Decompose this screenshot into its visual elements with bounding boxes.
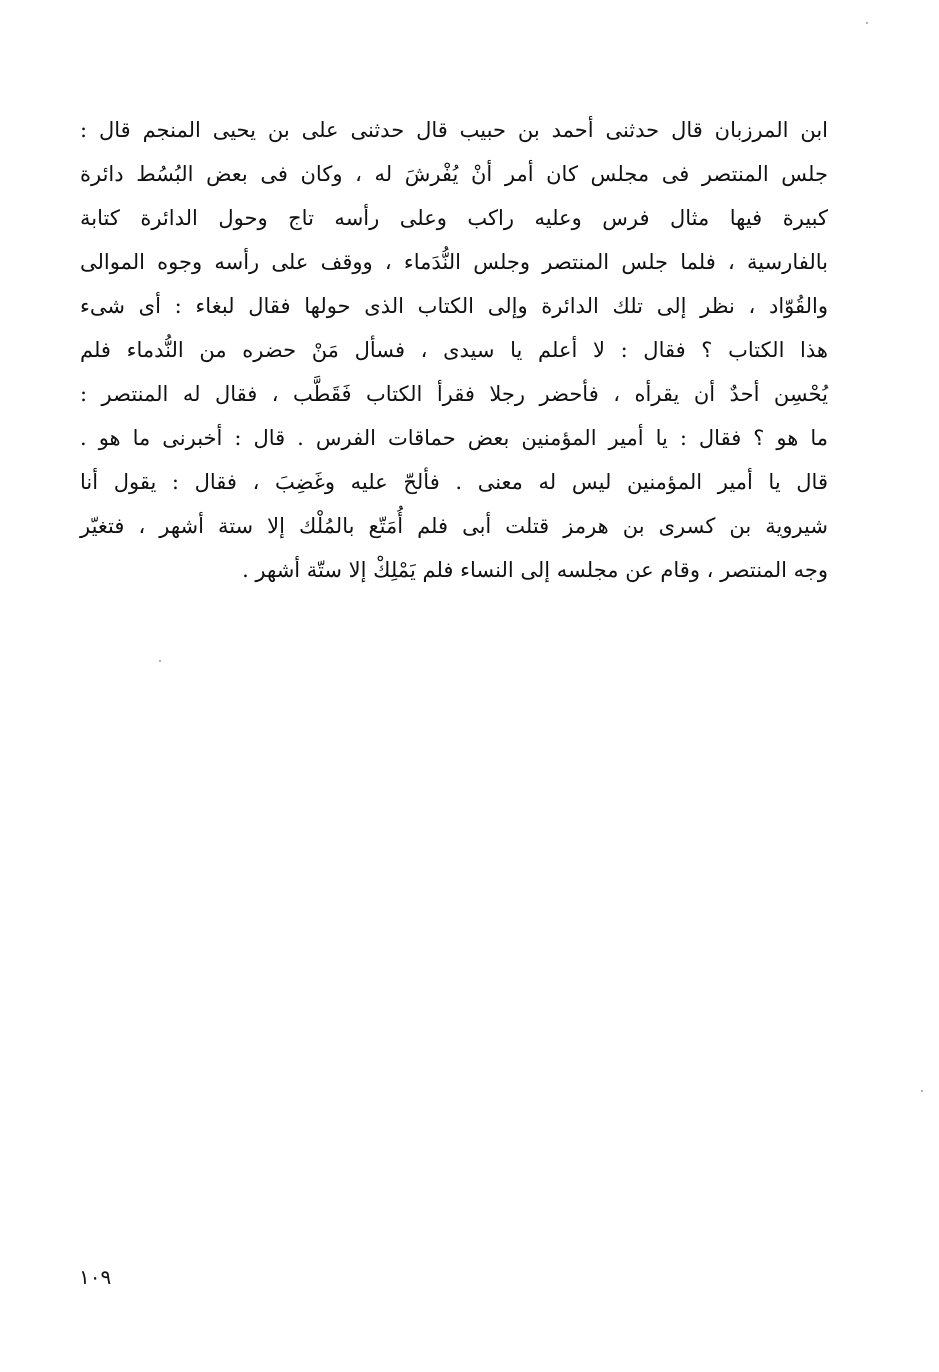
text-line-8: ما هو ؟ فقال : يا أمير المؤمنين بعض حماقات الفرس . قال : أخبرنى ما هو .	[80, 426, 828, 450]
text-line-11: وجه المنتصر ، وقام عن مجلسه إلى النساء فلم يَمْلِكْ إلا ستّة أشهر .	[242, 558, 828, 582]
page-number: ١٠٩	[79, 1265, 112, 1289]
scan-speck	[866, 22, 868, 24]
text-line-2: جلس المنتصر فى مجلس كان أمر أنْ يُفْرشَ له ، وكان فى بعض البُسُط دائرة	[80, 162, 828, 186]
body-text	[80, 108, 828, 592]
text-line-10: شيروية بن كسرى بن هرمز قتلت أبى فلم أُمَتّع بالمُلْك إلا ستة أشهر ، فتغيّر	[80, 514, 828, 538]
text-line-6: هذا الكتاب ؟ فقال : لا أعلم يا سيدى ، فسأل مَنْ حضره من النُّدماء فلم	[80, 338, 828, 362]
scan-speck	[159, 660, 161, 662]
text-line-9: قال يا أمير المؤمنين ليس له معنى . فألحّ عليه وغَضِبَ ، فقال : يقول أنا	[80, 470, 828, 494]
text-line-1: ابن المرزبان قال حدثنى أحمد بن حبيب قال حدثنى على بن يحيى المنجم قال :	[80, 118, 828, 142]
text-line-3: كبيرة فيها مثال فرس وعليه راكب وعلى رأسه تاج وحول الدائرة كتابة	[80, 206, 828, 230]
text-line-7: يُحْسِن أحدٌ أن يقرأه ، فأحضر رجلا فقرأ الكتاب فَقَطَّب ، فقال له المنتصر :	[80, 382, 828, 406]
text-line-5: والقُوّاد ، نظر إلى تلك الدائرة وإلى الكتاب الذى حولها فقال لبغاء : أى شىء	[80, 294, 828, 318]
scan-speck	[921, 1090, 923, 1092]
text-line-4: بالفارسية ، فلما جلس المنتصر وجلس النُّدَماء ، ووقف على رأسه وجوه الموالى	[80, 250, 828, 274]
